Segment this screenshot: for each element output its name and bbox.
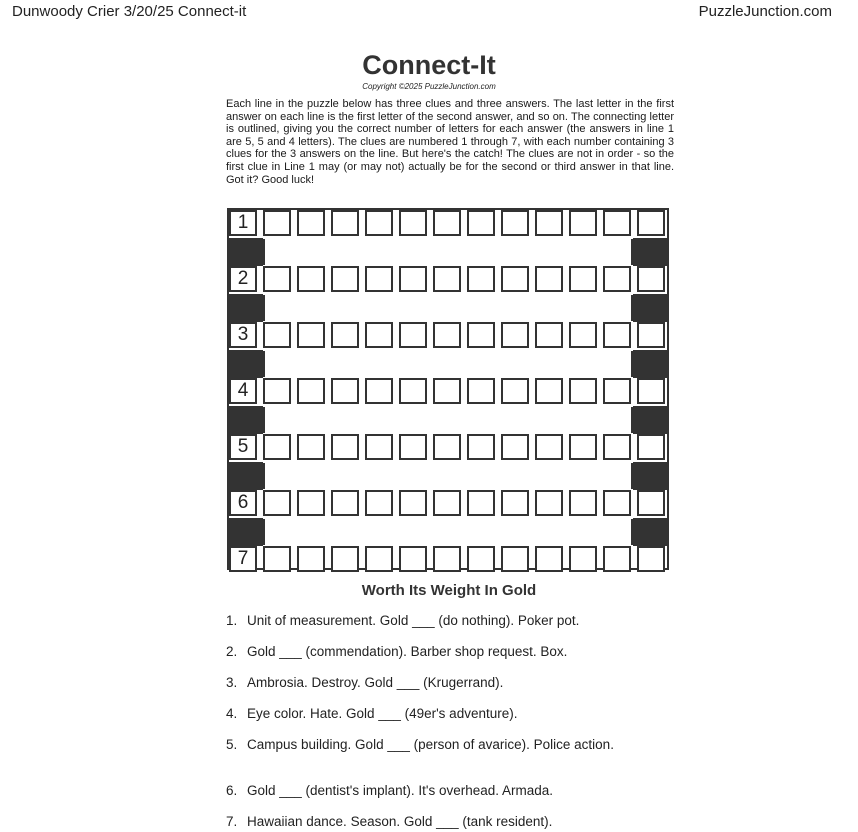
blocked-square <box>633 294 667 322</box>
blocked-square <box>633 518 667 546</box>
clue-item <box>226 675 666 690</box>
blocked-square <box>229 518 263 546</box>
answer-cell[interactable] <box>399 210 427 236</box>
answer-cell[interactable] <box>365 322 393 348</box>
clue-number: 6. <box>226 783 238 798</box>
answer-cell[interactable] <box>331 546 359 572</box>
answer-cell[interactable] <box>467 322 495 348</box>
connector-row <box>263 407 633 433</box>
answer-cell[interactable] <box>535 434 563 460</box>
clue-number: 5. <box>226 737 238 752</box>
blocked-square <box>633 462 667 490</box>
clue-text: Eye color. Hate. Gold ___ (49er's adventure). <box>247 706 518 721</box>
answer-cell[interactable] <box>297 546 325 572</box>
answer-cell[interactable] <box>535 266 563 292</box>
answer-cell[interactable] <box>535 378 563 404</box>
answer-cell[interactable] <box>535 546 563 572</box>
blocked-square <box>229 350 263 378</box>
blocked-square <box>229 294 263 322</box>
answer-cell[interactable] <box>535 490 563 516</box>
clue-text: Unit of measurement. Gold ___ (do nothing). Poker pot. <box>247 613 580 628</box>
copyright-notice: Copyright ©2025 PuzzleJunction.com <box>362 82 496 91</box>
clue-text: Ambrosia. Destroy. Gold ___ (Krugerrand). <box>247 675 504 690</box>
clue-text: Campus building. Gold ___ (person of avarice). Police action. <box>247 737 614 752</box>
answer-cell[interactable] <box>603 266 631 292</box>
answer-cell[interactable] <box>433 490 461 516</box>
answer-cell[interactable] <box>297 490 325 516</box>
clue-number: 3. <box>226 675 238 690</box>
answer-cell[interactable] <box>569 490 597 516</box>
clue-number: 7. <box>226 814 238 829</box>
answer-cell[interactable] <box>433 210 461 236</box>
answer-cell[interactable] <box>603 546 631 572</box>
answer-cell[interactable] <box>297 210 325 236</box>
blocked-square <box>229 406 263 434</box>
connector-row <box>263 463 633 489</box>
clue-number: 1. <box>226 613 238 628</box>
connector-row <box>263 351 633 377</box>
clue-item <box>226 783 666 798</box>
answer-cell[interactable] <box>263 434 291 460</box>
clue-text: Hawaiian dance. Season. Gold ___ (tank resident). <box>247 814 553 829</box>
answer-cell[interactable] <box>433 434 461 460</box>
answer-cell[interactable] <box>501 378 529 404</box>
row-number-cell: 1 <box>229 210 257 236</box>
answer-cell[interactable] <box>297 266 325 292</box>
answer-cell[interactable] <box>399 378 427 404</box>
answer-cell[interactable] <box>569 266 597 292</box>
row-number-cell: 5 <box>229 434 257 460</box>
blocked-square <box>229 462 263 490</box>
row-number-cell: 2 <box>229 266 257 292</box>
answer-cell[interactable] <box>569 322 597 348</box>
clue-number: 2. <box>226 644 238 659</box>
answer-cell[interactable] <box>263 266 291 292</box>
clue-text: Gold ___ (commendation). Barber shop request. Box. <box>247 644 568 659</box>
answer-cell[interactable] <box>263 210 291 236</box>
answer-cell[interactable] <box>569 434 597 460</box>
answer-cell[interactable] <box>467 210 495 236</box>
instructions-paragraph: Each line in the puzzle below has three clues and three answers. The last letter in the first answer on each line is the first letter of the second answer, and so on. The connecting letter is outlined, giving you the correct number of letters for each answer (the answers in line 1 are 5, 5 and 4 letters). The clues are numbered 1 through 7, with each number containing 3 clues for the 3 answers on the line. But here's the catch! The clues are not in order - so the first clue in Line 1 may (or may not) actually be for the second or third answer in that line. Got it? Good luck! <box>226 98 674 186</box>
answer-cell[interactable] <box>297 434 325 460</box>
answer-cell[interactable] <box>467 434 495 460</box>
clue-item <box>226 706 666 721</box>
answer-cell[interactable] <box>365 546 393 572</box>
blocked-square <box>229 238 263 266</box>
answer-cell[interactable] <box>399 434 427 460</box>
row-number-cell: 7 <box>229 546 257 572</box>
answer-cell[interactable] <box>331 378 359 404</box>
puzzle-grid <box>227 208 669 570</box>
answer-cell[interactable] <box>433 546 461 572</box>
answer-cell[interactable] <box>535 322 563 348</box>
answer-cell[interactable] <box>399 266 427 292</box>
clue-item <box>226 644 666 659</box>
answer-cell[interactable] <box>501 322 529 348</box>
answer-cell[interactable] <box>501 210 529 236</box>
answer-cell[interactable] <box>603 434 631 460</box>
answer-cell[interactable] <box>433 378 461 404</box>
answer-cell[interactable] <box>331 322 359 348</box>
page-title: Connect-It <box>362 50 496 80</box>
answer-cell[interactable] <box>433 322 461 348</box>
answer-cell[interactable] <box>399 490 427 516</box>
answer-cell[interactable] <box>637 546 665 572</box>
answer-cell[interactable] <box>263 546 291 572</box>
answer-cell[interactable] <box>637 322 665 348</box>
answer-cell[interactable] <box>501 434 529 460</box>
row-number-cell: 6 <box>229 490 257 516</box>
connector-row <box>263 239 633 265</box>
answer-cell[interactable] <box>603 210 631 236</box>
answer-cell[interactable] <box>331 266 359 292</box>
answer-cell[interactable] <box>331 210 359 236</box>
answer-cell[interactable] <box>263 322 291 348</box>
clue-text: Gold ___ (dentist's implant). It's overhead. Armada. <box>247 783 554 798</box>
answer-cell[interactable] <box>501 490 529 516</box>
answer-cell[interactable] <box>603 378 631 404</box>
answer-cell[interactable] <box>501 546 529 572</box>
clue-item <box>226 613 666 628</box>
row-number-cell: 4 <box>229 378 257 404</box>
answer-cell[interactable] <box>399 546 427 572</box>
answer-cell[interactable] <box>637 434 665 460</box>
answer-cell[interactable] <box>535 210 563 236</box>
answer-cell[interactable] <box>569 210 597 236</box>
answer-cell[interactable] <box>365 210 393 236</box>
answer-cell[interactable] <box>365 266 393 292</box>
answer-cell[interactable] <box>603 490 631 516</box>
answer-cell[interactable] <box>467 490 495 516</box>
blocked-square <box>633 406 667 434</box>
answer-cell[interactable] <box>569 546 597 572</box>
answer-cell[interactable] <box>569 378 597 404</box>
clue-item <box>226 737 666 752</box>
answer-cell[interactable] <box>603 322 631 348</box>
answer-cell[interactable] <box>365 378 393 404</box>
row-number-cell: 3 <box>229 322 257 348</box>
answer-cell[interactable] <box>501 266 529 292</box>
connector-row <box>263 519 633 545</box>
blocked-square <box>633 350 667 378</box>
answer-cell[interactable] <box>637 378 665 404</box>
header-site: PuzzleJunction.com <box>698 3 832 20</box>
answer-cell[interactable] <box>365 490 393 516</box>
answer-cell[interactable] <box>331 490 359 516</box>
answer-cell[interactable] <box>263 378 291 404</box>
answer-cell[interactable] <box>433 266 461 292</box>
answer-cell[interactable] <box>365 434 393 460</box>
puzzle-theme-title: Worth Its Weight In Gold <box>361 582 537 599</box>
answer-cell[interactable] <box>297 322 325 348</box>
clue-item <box>226 814 666 829</box>
header-source: Dunwoody Crier 3/20/25 Connect-it <box>12 3 247 20</box>
answer-cell[interactable] <box>467 546 495 572</box>
answer-cell[interactable] <box>263 490 291 516</box>
answer-cell[interactable] <box>297 378 325 404</box>
answer-cell[interactable] <box>399 322 427 348</box>
answer-cell[interactable] <box>331 434 359 460</box>
answer-cell[interactable] <box>637 490 665 516</box>
connector-row <box>263 295 633 321</box>
answer-cell[interactable] <box>467 266 495 292</box>
answer-cell[interactable] <box>637 266 665 292</box>
blocked-square <box>633 238 667 266</box>
clue-number: 4. <box>226 706 238 721</box>
answer-cell[interactable] <box>637 210 665 236</box>
answer-cell[interactable] <box>467 378 495 404</box>
